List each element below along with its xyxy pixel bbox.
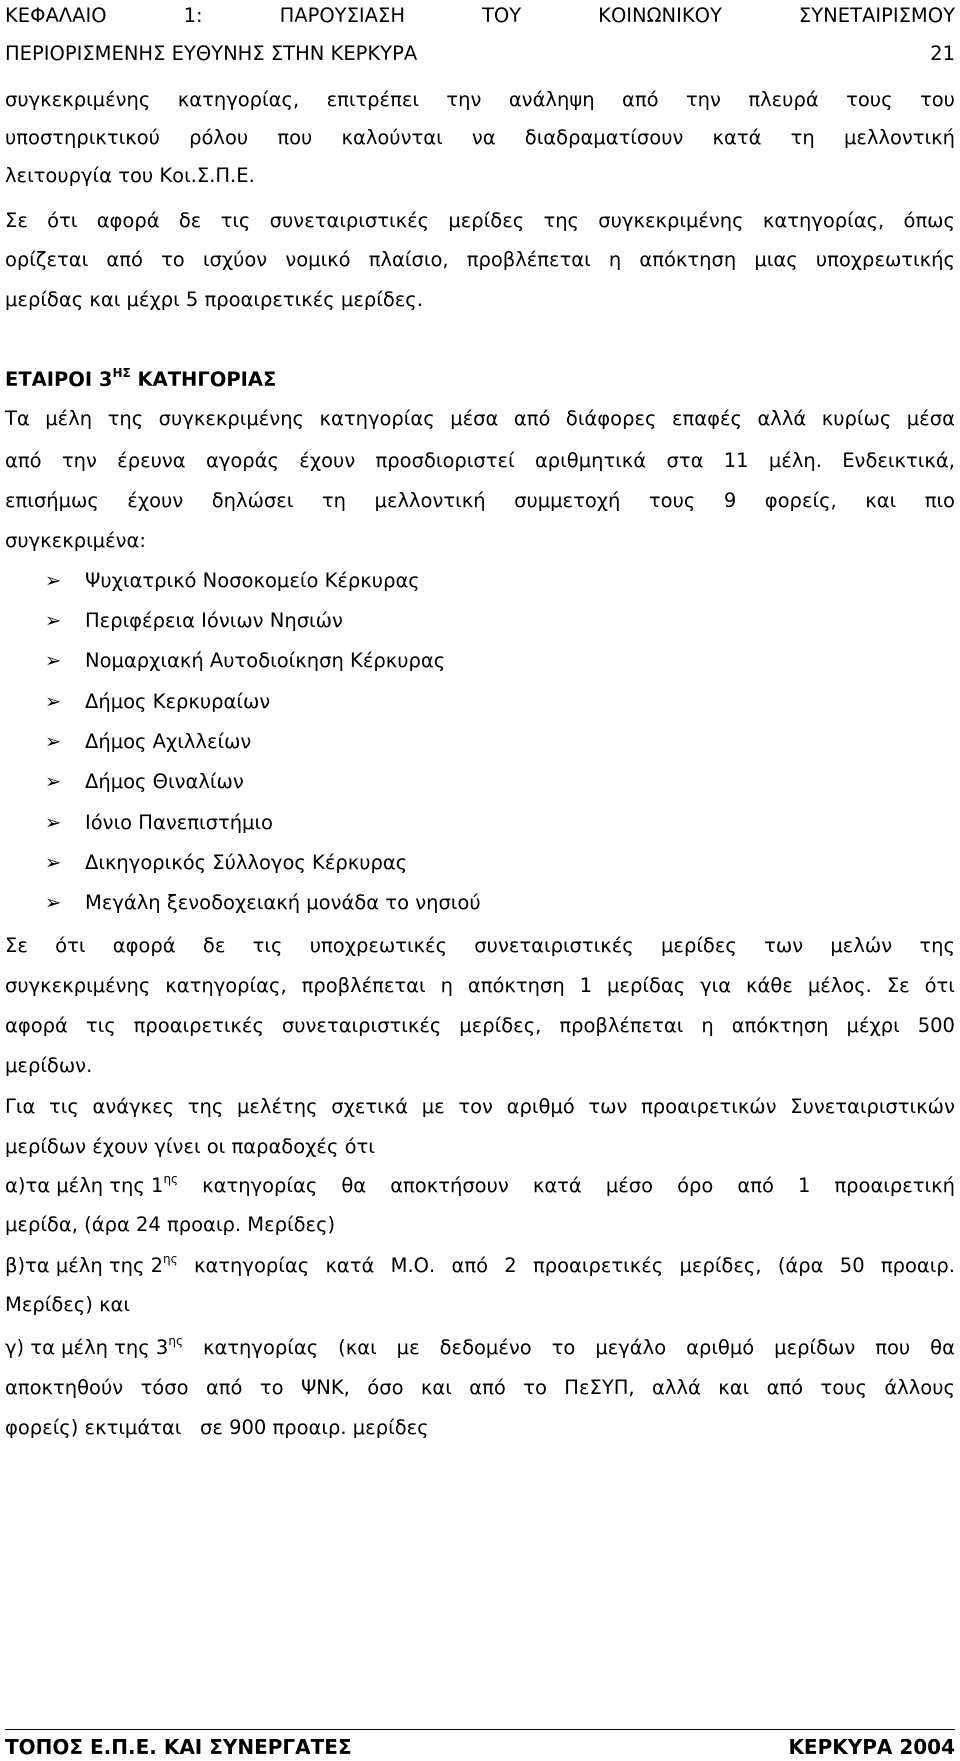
word: ΚΟΙΝΩΝΙΚΟΥ xyxy=(598,4,722,27)
para3-line2 xyxy=(5,449,955,473)
footer xyxy=(5,1735,955,1759)
para1-line2 xyxy=(5,126,955,150)
list-item xyxy=(45,851,407,875)
arrow-bullet-icon: ➢ xyxy=(45,690,62,713)
footer-right: ΚΕΡΚΥΡΑ 2004 xyxy=(788,1735,955,1759)
para3-line3 xyxy=(5,489,955,513)
word: Σε xyxy=(5,934,28,957)
list-item-text: Δικηγορικός Σύλλογος Κέρκυρας xyxy=(85,851,408,874)
word: υποχρεωτικής xyxy=(815,248,955,271)
word: 50 xyxy=(839,1254,865,1277)
word: κατηγορίας xyxy=(202,1336,319,1359)
word: 1 xyxy=(579,974,593,997)
word: του xyxy=(919,88,955,111)
word: προαιρετικές xyxy=(532,1254,664,1277)
word: την xyxy=(446,88,482,111)
word: ότι xyxy=(47,209,78,232)
word: της xyxy=(543,209,579,232)
para4-line1 xyxy=(5,934,955,958)
word: Για xyxy=(5,1095,36,1118)
word: όρο xyxy=(677,1174,714,1197)
word: συνεταιριστικές xyxy=(474,934,634,957)
word: 2 xyxy=(504,1254,517,1277)
word: μερίδες xyxy=(661,934,737,957)
word: να xyxy=(471,126,496,149)
word: αλλά xyxy=(757,407,807,430)
word: κατηγορίας xyxy=(193,1254,310,1277)
word: στα xyxy=(666,449,704,472)
word: συγκεκριμένης xyxy=(598,209,744,232)
word: ορίζεται xyxy=(5,248,89,271)
word: μέσα xyxy=(450,407,499,430)
word: δε xyxy=(178,209,202,232)
word: την xyxy=(685,88,721,111)
word: πλευρά xyxy=(748,88,819,111)
list-item-text: Δήμος Αχιλλείων xyxy=(85,730,252,753)
list-item xyxy=(45,690,270,714)
word: επιτρέπει xyxy=(326,88,419,111)
arrow-bullet-icon: ➢ xyxy=(45,569,62,592)
word: συγκεκριμένης xyxy=(158,407,304,430)
word: από xyxy=(205,1376,243,1399)
word: συνεταιριστικές xyxy=(269,209,430,232)
word: αποκτήσουν xyxy=(390,1174,509,1197)
word: νομικό xyxy=(285,248,351,271)
list-item xyxy=(45,730,251,754)
item-a-sup: ης xyxy=(163,1172,179,1186)
word: ανάληψη xyxy=(508,88,595,111)
word: μέλος. xyxy=(807,974,872,997)
word: μιας xyxy=(754,248,798,271)
para2-line3: μερίδας και μέχρι 5 προαιρετικές μερίδες. xyxy=(5,288,423,311)
word: το xyxy=(259,1376,284,1399)
word: της xyxy=(107,407,144,430)
word: τις xyxy=(85,1014,116,1037)
word: συγκεκριμένης xyxy=(5,88,151,111)
word: καλούνται xyxy=(341,126,443,149)
word: συγκεκριμένης xyxy=(5,974,151,997)
list-item-text: Ιόνιο Πανεπιστήμιο xyxy=(85,811,273,834)
word: διαδραματίσουν xyxy=(524,126,684,149)
word: με xyxy=(396,1336,420,1359)
word: το xyxy=(523,1376,547,1399)
word: κατά xyxy=(712,126,762,149)
word: απόκτηση xyxy=(467,974,565,997)
word: προαιρετική xyxy=(834,1174,955,1197)
list-item-text: Νομαρχιακή Αυτοδιοίκηση Κέρκυρας xyxy=(85,649,446,672)
word: η xyxy=(608,248,622,271)
footer-rule xyxy=(5,1729,955,1730)
word: κατά xyxy=(325,1254,375,1277)
item-c-line3: φορείς) εκτιμάται σε 900 προαιρ. μερίδες xyxy=(5,1416,429,1439)
list-item xyxy=(45,569,420,593)
word: από xyxy=(469,1376,506,1399)
word: μεγάλο xyxy=(595,1336,667,1359)
word: υποχρεωτικές xyxy=(309,934,448,957)
para2-line1 xyxy=(5,209,955,233)
word: ότι xyxy=(55,934,86,957)
item-a-line1 xyxy=(5,1174,955,1200)
word: που xyxy=(277,126,313,149)
word: τις xyxy=(252,934,283,957)
word: πλαίσιο, xyxy=(368,248,449,271)
word: προαιρετικές xyxy=(133,1014,264,1037)
word: και xyxy=(865,489,897,512)
word: τη xyxy=(790,126,815,149)
word: κυρίως xyxy=(821,407,892,430)
item-c-prefix-group xyxy=(5,1336,183,1362)
word: ισχύον xyxy=(202,248,268,271)
para2-line2 xyxy=(5,248,955,272)
word: την xyxy=(61,449,97,472)
word: μέσο xyxy=(605,1174,654,1197)
list-item-text: Δήμος Θιναλίων xyxy=(85,770,244,793)
word: ΣΥΝΕΤΑΙΡΙΣΜΟΥ xyxy=(798,4,955,27)
word: των xyxy=(588,1095,628,1118)
list-item-text: Δήμος Κερκυραίων xyxy=(85,690,271,713)
word: κάθε xyxy=(746,974,793,997)
list-item-text: Περιφέρεια Ιόνιων Νησιών xyxy=(85,609,343,632)
word: αλλά xyxy=(652,1376,701,1399)
word: αριθμό xyxy=(686,1336,755,1359)
word: μερίδες xyxy=(448,209,525,232)
word: 500 xyxy=(917,1014,955,1037)
word: το xyxy=(551,1336,576,1359)
word: τους xyxy=(820,1376,867,1399)
word: Μ.Ο. xyxy=(390,1254,436,1277)
arrow-bullet-icon: ➢ xyxy=(45,851,62,874)
list-item xyxy=(45,609,343,633)
word: ανάγκες xyxy=(92,1095,175,1118)
word: και xyxy=(420,1376,452,1399)
chapter-header-title: ΠΕΡΙΟΡΙΣΜΕΝΗΣ ΕΥΘΥΝΗΣ ΣΤΗΝ ΚΕΡΚΥΡΑ xyxy=(5,42,418,65)
word: έχουν xyxy=(127,489,184,512)
item-b-prefix-group xyxy=(5,1254,178,1280)
word: και xyxy=(718,1376,750,1399)
item-a-prefix: α)τα μέλη της 1 xyxy=(5,1174,164,1197)
word: μέσα xyxy=(906,407,955,430)
word: δηλώσει xyxy=(211,489,294,512)
word: μελλοντική xyxy=(843,126,955,149)
item-c-sup: ης xyxy=(168,1334,183,1348)
word: έχουν xyxy=(299,449,356,472)
list-item-text: Ψυχιατρικό Νοσοκομείο Κέρκυρας xyxy=(85,569,420,592)
word: ΠΑΡΟΥΣΙΑΣΗ xyxy=(279,4,405,27)
word: των xyxy=(764,934,804,957)
page-number: 21 xyxy=(930,42,955,65)
arrow-bullet-icon: ➢ xyxy=(45,730,62,753)
para3-line1 xyxy=(5,407,955,431)
word: από xyxy=(106,248,143,271)
arrow-bullet-icon: ➢ xyxy=(45,770,62,793)
word: η xyxy=(701,1014,714,1037)
word: Σε xyxy=(886,974,910,997)
word: αριθμητικά xyxy=(534,449,647,472)
word: ΚΕΦΑΛΑΙΟ xyxy=(5,4,107,27)
word: αφορά xyxy=(96,209,160,232)
word: προαιρ. xyxy=(880,1254,955,1277)
word: τη xyxy=(321,489,347,512)
word: όπως xyxy=(903,209,955,232)
word: (άρα xyxy=(777,1254,824,1277)
word: δε xyxy=(202,934,226,957)
word: από xyxy=(737,1174,774,1197)
word: κατηγορίας xyxy=(319,407,435,430)
word: τις xyxy=(220,209,251,232)
word: το xyxy=(161,248,185,271)
word: ότι xyxy=(924,974,955,997)
word: τους xyxy=(648,489,696,512)
word: Συνεταιριστικών xyxy=(790,1095,955,1118)
word: μελέτης xyxy=(236,1095,318,1118)
word: υποστηρικτικού xyxy=(5,126,160,149)
chapter-header-row1 xyxy=(5,4,955,28)
word: μερίδων xyxy=(774,1336,856,1359)
word: μέλη. xyxy=(768,449,822,472)
word: της xyxy=(919,934,955,957)
word: κατά xyxy=(532,1174,582,1197)
word: ρόλου xyxy=(189,126,249,149)
arrow-bullet-icon: ➢ xyxy=(45,609,62,632)
word: συμμετοχή xyxy=(514,489,621,512)
word: προβλέπεται xyxy=(301,974,426,997)
word: συνεταιριστικές xyxy=(281,1014,442,1037)
para5-line1 xyxy=(5,1095,955,1119)
word: της xyxy=(187,1095,224,1118)
word: τόσο xyxy=(140,1376,189,1399)
word: από xyxy=(621,88,659,111)
word: προβλέπεται xyxy=(466,248,591,271)
list-item xyxy=(45,770,244,794)
word: κατηγορίας, xyxy=(177,88,300,111)
word: μελών xyxy=(830,934,893,957)
word: κατηγορίας xyxy=(202,1174,318,1197)
word: έρευνα xyxy=(117,449,186,472)
word: που xyxy=(875,1336,911,1359)
chapter-header-row2 xyxy=(5,42,955,66)
word: αγοράς xyxy=(205,449,279,472)
word: δεδομένο xyxy=(439,1336,532,1359)
word: μελλοντική xyxy=(374,489,486,512)
word: όσο xyxy=(367,1376,404,1399)
word: ΨΝΚ, xyxy=(300,1376,350,1399)
word: μερίδες, xyxy=(679,1254,762,1277)
word: 9 xyxy=(723,489,737,512)
item-b-line1 xyxy=(5,1254,955,1280)
word: 1: xyxy=(183,4,203,27)
section-heading xyxy=(5,368,955,394)
word: 1 xyxy=(797,1174,811,1197)
word: αποκτηθούν xyxy=(5,1376,124,1399)
word: προαιρετικών xyxy=(641,1095,777,1118)
word: μέχρι xyxy=(846,1014,900,1037)
para1-line1 xyxy=(5,88,955,112)
list-item xyxy=(45,649,445,673)
word: άλλους xyxy=(884,1376,955,1399)
item-a-line2: μερίδα, (άρα 24 προαιρ. Μερίδες) xyxy=(5,1213,336,1236)
para4-line4: μερίδων. xyxy=(5,1054,93,1077)
item-c-line2 xyxy=(5,1376,955,1400)
word: θα xyxy=(930,1336,955,1359)
list-item xyxy=(45,811,273,835)
item-c-line1 xyxy=(5,1336,955,1362)
word: προβλέπεται xyxy=(559,1014,684,1037)
section-heading-sup: ΗΣ xyxy=(112,366,131,380)
word: μερίδες, xyxy=(459,1014,542,1037)
word: τις xyxy=(49,1095,79,1118)
list-item-text: Μεγάλη ξενοδοχειακή μονάδα το νησιού xyxy=(85,891,481,914)
para4-line2 xyxy=(5,974,955,998)
word: πιο xyxy=(924,489,955,512)
footer-left: ΤΟΠΟΣ Ε.Π.Ε. ΚΑΙ ΣΥΝΕΡΓΑΤΕΣ xyxy=(5,1735,352,1759)
word: με xyxy=(421,1095,445,1118)
word: (και xyxy=(338,1336,377,1359)
word: κατηγορίας, xyxy=(762,209,885,232)
item-b-line2: Μερίδες) και xyxy=(5,1293,131,1316)
word: αριθμό xyxy=(506,1095,575,1118)
arrow-bullet-icon: ➢ xyxy=(45,811,62,834)
word: αφορά xyxy=(112,934,176,957)
word: τον xyxy=(458,1095,493,1118)
word: τους xyxy=(846,88,893,111)
para1-line3: λειτουργία του Κοι.Σ.Π.Ε. xyxy=(5,164,255,187)
section-heading-suffix: ΚΑΤΗΓΟΡΙΑΣ xyxy=(137,368,277,391)
word: απόκτηση xyxy=(639,248,737,271)
word: κατηγορίας, xyxy=(165,974,287,997)
para4-line3 xyxy=(5,1014,955,1038)
word: προσδιοριστεί xyxy=(375,449,515,472)
word: για xyxy=(700,974,732,997)
word: από xyxy=(766,1376,804,1399)
item-b-sup: ης xyxy=(163,1252,178,1266)
word: διάφορες xyxy=(565,407,657,430)
word: Σε xyxy=(5,209,28,232)
word: μέλη xyxy=(45,407,93,430)
word: ΤΟΥ xyxy=(481,4,522,27)
item-a-prefix-group xyxy=(5,1174,178,1200)
word: απόκτηση xyxy=(731,1014,829,1037)
word: θα xyxy=(341,1174,367,1197)
item-b-prefix: β)τα μέλη της 2 xyxy=(5,1254,164,1277)
para5-line2: μερίδων έχουν γίνει οι παραδοχές ότι xyxy=(5,1135,375,1158)
word: από xyxy=(513,407,551,430)
word: ΠεΣΥΠ, xyxy=(564,1376,635,1399)
word: σχετικά xyxy=(331,1095,409,1118)
arrow-bullet-icon: ➢ xyxy=(45,649,62,672)
word: από xyxy=(5,449,42,472)
word: η xyxy=(440,974,453,997)
word: αφορά xyxy=(5,1014,68,1037)
word: Τα xyxy=(5,407,30,430)
word: επισήμως xyxy=(5,489,99,512)
item-c-prefix: γ) τα μέλη της 3 xyxy=(5,1336,169,1359)
word: μερίδας xyxy=(607,974,686,997)
arrow-bullet-icon: ➢ xyxy=(45,891,62,914)
word: 11 xyxy=(723,449,749,472)
word: φορείς, xyxy=(764,489,837,512)
list-item xyxy=(45,891,481,915)
word: από xyxy=(451,1254,489,1277)
para3-line4: συγκεκριμένα: xyxy=(5,529,146,552)
word: επαφές xyxy=(671,407,742,430)
section-heading-prefix: ΕΤΑΙΡΟΙ 3 xyxy=(5,368,113,391)
word: Ενδεικτικά, xyxy=(842,449,955,472)
